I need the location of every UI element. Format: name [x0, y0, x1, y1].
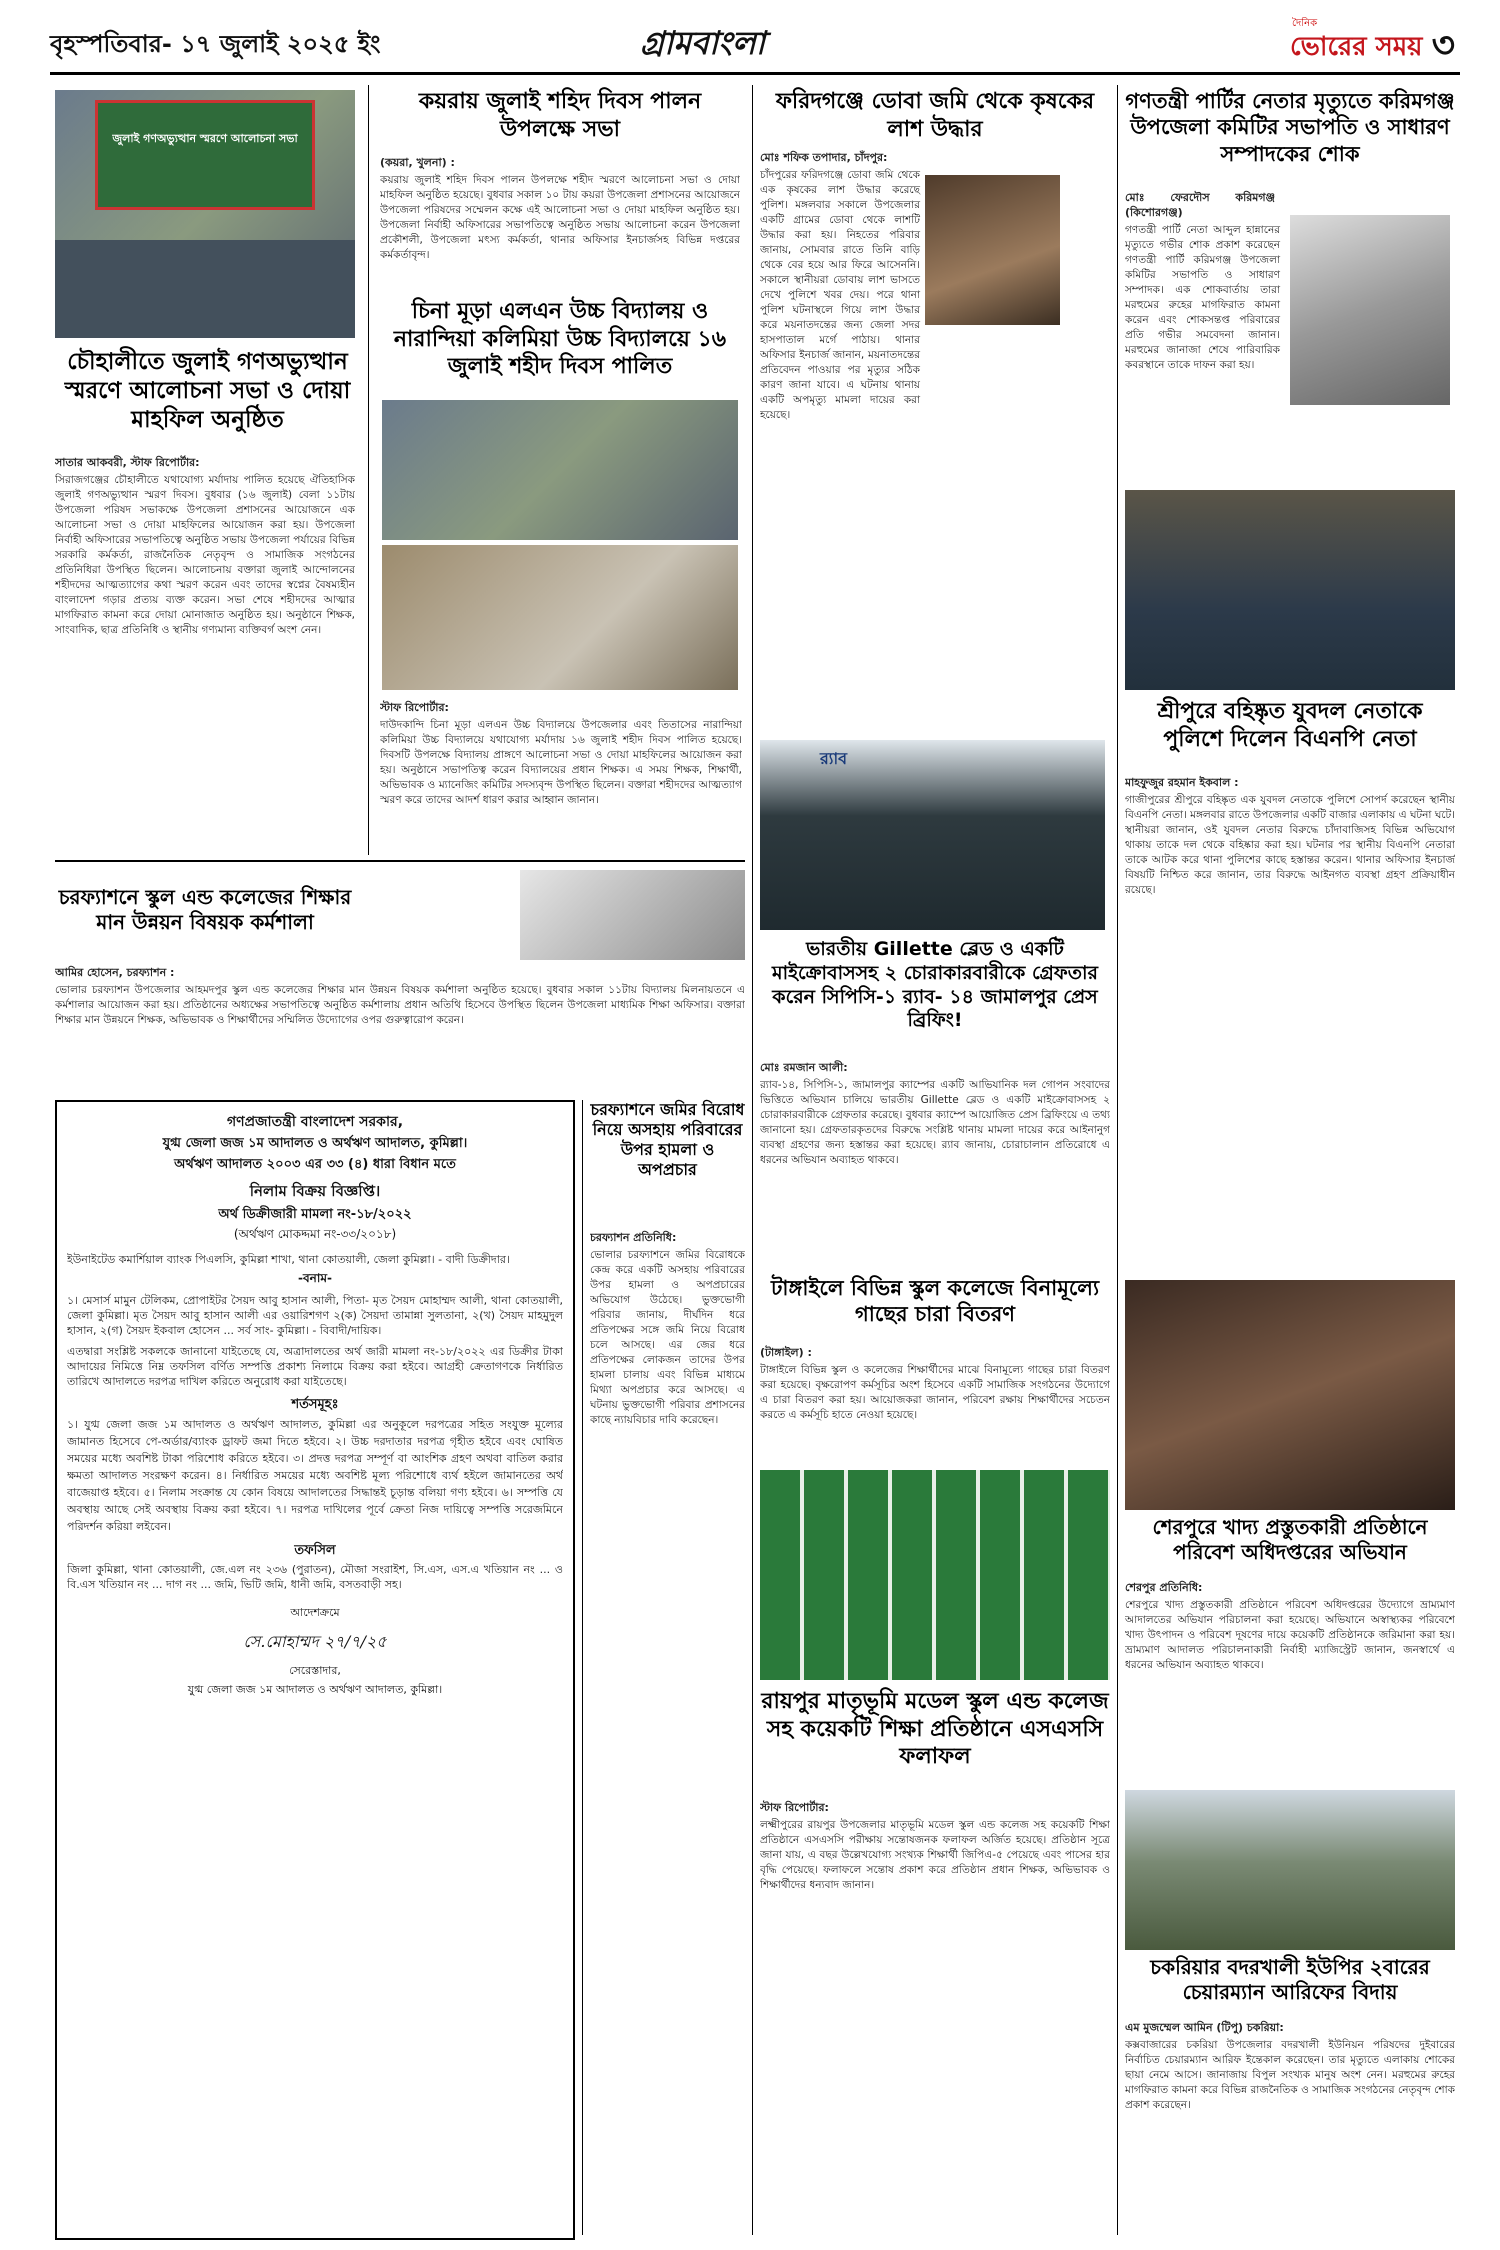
a9-body: ভোলার চরফ্যাশনে জমির বিরোধকে কেন্দ্র করে একটি অসহায় পরিবারের উপর হামলা ও অপপ্রচারের অভিযোগ উঠেছে। ভুক্তভোগী পরিবার জানায়, দীর্ঘদিন ধরে প্রতিপক্ষের সঙ্গে জমি নিয়ে বিরোধ চলে আসছে। এর জের ধরে প্রতিপক্ষের লোকজন তাদের উপর হামলা চালায় এবং বিভিন্ন মাধ্যমে মিথ্যা অপপ্রচার করে আসছে। এ ঘটনায় ভুক্তভোগী পরিবার প্রশাসনের কাছে ন্যায়বিচার দাবি করেছেন। [590, 1249, 745, 1426]
notice-versus: -বনাম- [298, 1271, 332, 1285]
a7-body: গাজীপুরের শ্রীপুরে বহিষ্কৃত এক যুবদল নেতাকে পুলিশে সোপর্দ করেছেন স্থানীয় বিএনপি নেতা। মঙ্গলবার রাতে উপজেলার একটি বাজার এলাকায় এ ঘটনা ঘটে। স্থানীয়রা জানান, ওই যুবদল নেতার বিরুদ্ধে চাঁদাবাজিসহ বিভিন্ন অভিযোগ থাকায় তাকে দল থেকে বহিষ্কার করা হয়। ঘটনার পর স্থানীয় বিএনপি নেতারা তাকে আটক করে থানা পুলিশের কাছে হস্তান্তর করেন। থানার অফিসার ইনচার্জ বিষয়টি নিশ্চিত করে জানান, তার বিরুদ্ধে আইনগত ব্যবস্থা গ্রহণ প্রক্রিয়াধীন রয়েছে। [1125, 794, 1455, 896]
a13-body-container [1125, 2020, 1455, 2235]
col-rule-4 [582, 1100, 583, 2235]
notice-l6: (অর্থঋণ মোকদ্দমা নং-৩৩/২০১৮) [233, 1227, 397, 1241]
a6-headline: ভারতীয় Gillette ব্লেড ও একটি মাইক্রোবাসসহ ২ চোরাকারবারীকে গ্রেফতার করেন সিপিসি-১ র‍্যাব- ১৪ জামালপুর প্রেস ব্রিফিং! [772, 938, 1098, 1032]
notice-schedule: জিলা কুমিল্লা, থানা কোতয়ালী, জে.এল নং ২৩৬ (পুরাতন), মৌজা সংরাইশ, সি.এস, এস.এ খতিয়ান নং ... ও বি.এস খতিয়ান নং ... দাগ নং ... জমি, ভিটি জমি, ধানী জমি, বসতবাড়ী সহ। [67, 1563, 563, 1591]
masthead-paper-name: ভোরের সময় [1290, 32, 1423, 62]
masthead [50, 12, 1455, 72]
a2-headline: কয়রায় জুলাই শহিদ দিবস পালন উপলক্ষে সভা [418, 89, 702, 142]
a9-byline: চরফ্যাশন প্রতিনিধি: [590, 1231, 677, 1244]
a1-body: সিরাজগঞ্জের চৌহালীতে যথাযোগ্য মর্যাদায় পালিত হয়েছে ঐতিহাসিক জুলাই গণঅভ্যুত্থান স্মরণ দিবস। বুধবার (১৬ জুলাই) বেলা ১১টায় উপজেলা পরিষদ সভাকক্ষে উপজেলা প্রশাসনের আয়োজনে এক আলোচনা সভা ও দোয়া মাহফিলের আয়োজন করা হয়। উপজেলা নির্বাহী অফিসারের সভাপতিত্বে অনুষ্ঠিত সভায় উপজেলা পর্যায়ের বিভিন্ন সরকারি কর্মকর্তা, রাজনৈতিক নেতৃবৃন্দ ও সামাজিক সংগঠনের প্রতিনিধিরা উপস্থিত ছিলেন। আলোচনায় বক্তারা জুলাই আন্দোলনের শহীদদের আত্মত্যাগের কথা স্মরণ করেন এবং তাদের স্বপ্নের বৈষম্যহীন বাংলাদেশ গড়ার প্রত্যয় ব্যক্ত করেন। সভা শেষে শহীদদের আত্মার মাগফিরাত কামনা করে দোয়া মোনাজাত অনুষ্ঠিত হয়। অনুষ্ঠানে শিক্ষক, সাংবাদিক, ছাত্র প্রতিনিধি ও স্থানীয় গণ্যমান্য ব্যক্তিবর্গ অংশ নেন। [55, 474, 355, 636]
col-rule-2 [752, 85, 753, 2235]
a3-byline: স্টাফ রিপোর্টার: [380, 701, 449, 714]
a3-headline: চিনা মূড়া এলএন উচ্চ বিদ্যালয় ও নারান্দিয়া কলিমিয়া উচ্চ বিদ্যালয়ে ১৬ জুলাই শহীদ দিবস পালিত [393, 299, 727, 379]
a3-body-container [380, 700, 742, 850]
a11-body: লক্ষ্মীপুরের রায়পুর উপজেলার মাতৃভূমি মডেল স্কুল এন্ড কলেজ সহ কয়েকটি শিক্ষা প্রতিষ্ঠানে এসএসসি পরীক্ষায় সন্তোষজনক ফলাফল অর্জিত হয়েছে। প্রতিষ্ঠান সূত্রে জানা যায়, এ বছর উল্লেখযোগ্য সংখ্যক শিক্ষার্থী জিপিএ-৫ পেয়েছে এবং পাসের হার বৃদ্ধি পেয়েছে। ফলাফলে সন্তোষ প্রকাশ করে প্রতিষ্ঠান প্রধান শিক্ষক, অভিভাবক ও শিক্ষার্থীদের ধন্যবাদ জানান। [760, 1819, 1110, 1891]
a2-body: কয়রায় জুলাই শহিদ দিবস পালন উপলক্ষে শহীদ স্মরণে আলোচনা সভা ও দোয়া মাহফিল অনুষ্ঠিত হয়েছে। বুধবার সকাল ১০ টায় কয়রা উপজেলা প্রশাসনের আয়োজনে উপজেলা পরিষদের সম্মেলন কক্ষে এই আলোচনা সভা ও দোয়া মাহফিল অনুষ্ঠিত হয়। উপজেলা নির্বাহী অফিসারের সভাপতিত্বে অনুষ্ঠিত সভায় আলোচনা করেন উপজেলা প্রকৌশলী, উপজেলা মৎস্য কর্মকর্তা, থানার অফিসার ইনচার্জসহ বিভিন্ন দপ্তরের কর্মকর্তাবৃন্দ। [380, 174, 740, 261]
masthead-date: বৃহস্পতিবার- ১৭ জুলাই ২০২৫ ইং [50, 30, 381, 58]
a10-headline: টাঙ্গাইলে বিভিন্ন স্কুল কলেজে বিনামূল্যে গাছের চারা বিতরণ [770, 1276, 1100, 1327]
notice-by-order: আদেশক্রমে [290, 1606, 340, 1619]
a7-headline: শ্রীপুরে বহিষ্কৃত যুবদল নেতাকে পুলিশে দিলেন বিএনপি নেতা [1157, 699, 1423, 752]
a8-photo [520, 870, 745, 960]
a8-rule [55, 860, 745, 862]
masthead-logo [1290, 14, 1455, 70]
a8-byline: আমির হোসেন, চরফ্যাশন : [55, 966, 175, 979]
a12-body: শেরপুরে খাদ্য প্রস্তুতকারী প্রতিষ্ঠানে পরিবেশ অধিদপ্তরের উদ্যোগে ভ্রাম্যমাণ আদালতের অভিযান পরিচালনা করা হয়েছে। অভিযানে অস্বাস্থ্যকর পরিবেশে খাদ্য উৎপাদন ও পরিবেশ দূষণের দায়ে কয়েকটি প্রতিষ্ঠানকে জরিমানা করা হয়। ভ্রাম্যমাণ আদালত পরিচালনাকারী নির্বাহী ম্যাজিস্ট্রেট জানান, জনস্বার্থে এ ধরনের অভিযান অব্যাহত থাকবে। [1125, 1599, 1455, 1671]
a5-headline: গণতন্ত্রী পার্টির নেতার মৃত্যুতে করিমগঞ্জ উপজেলা কমিটির সভাপতি ও সাধারণ সম্পাদকের শোক [1125, 89, 1455, 166]
a8-body-container [55, 965, 745, 1090]
a6-photo-banner: র‍্যাব [820, 749, 847, 768]
a11-byline: স্টাফ রিপোর্টার: [760, 1801, 829, 1814]
a1-byline: সাতার আকবরী, স্টাফ রিপোর্টার: [55, 456, 200, 469]
notice-l2: যুগ্ম জেলা জজ ১ম আদালত ও অর্থঋণ আদালত, কুমিল্লা। [162, 1136, 468, 1151]
a1-photo-banner: জুলাই গণঅভ্যুত্থান স্মরণে আলোচনা সভা [112, 132, 298, 145]
a5-byline: মোঃ ফেরদৌস করিমগঞ্জ (কিশোরগঞ্জ) [1125, 191, 1275, 219]
a4-byline: মোঃ শফিক তপাদার, চাঁদপুর: [760, 151, 888, 164]
masthead-section: গ্রামবাংলা [640, 24, 766, 62]
a8-headline: চরফ্যাশনে স্কুল এন্ড কলেজের শিক্ষার মান উন্নয়ন বিষয়ক কর্মশালা [58, 885, 352, 934]
a13-byline: এম মুজম্মেল আমিন (টিপু) চকরিয়া: [1125, 2021, 1284, 2034]
a4-headline: ফরিদগঞ্জে ডোবা জমি থেকে কৃষকের লাশ উদ্ধার [775, 89, 1095, 142]
a7-body-container [1125, 775, 1455, 1265]
masthead-paper-small: দৈনিক [1292, 18, 1318, 29]
col-rule-3 [1117, 85, 1118, 2235]
a9-body-container [590, 1230, 745, 2235]
a1-headline: চৌহালীতে জুলাই গণঅভ্যুত্থান স্মরণে আলোচনা সভা ও দোয়া মাহফিল অনুষ্ঠিত [64, 349, 351, 433]
a12-photo [1125, 1280, 1455, 1510]
a1-photo [55, 90, 355, 338]
notice-sign-court: যুগ্ম জেলা জজ ১ম আদালত ও অর্থঋণ আদালত, কুমিল্লা। [187, 1683, 443, 1696]
notice-schedule-title: তফসিল [294, 1543, 336, 1558]
notice-l4: নিলাম বিক্রয় বিজ্ঞপ্তি। [249, 1182, 381, 1200]
a7-byline: মাহফুজুর রহমান ইকবাল : [1125, 776, 1239, 789]
notice-l5: অর্থ ডিক্রীজারী মামলা নং-১৮/২০২২ [218, 1207, 412, 1222]
a10-body: টাঙ্গাইলে বিভিন্ন স্কুল ও কলেজের শিক্ষার্থীদের মাঝে বিনামূল্যে গাছের চারা বিতরণ করা হয়েছে। বৃক্ষরোপণ কর্মসূচির অংশ হিসেবে একটি সামাজিক সংগঠনের উদ্যোগে এ চারা বিতরণ করা হয়। আয়োজকরা জানান, পরিবেশ রক্ষায় শিক্ষার্থীদের সচেতন করতে এ কর্মসূচি হাতে নেওয়া হয়েছে। [760, 1364, 1110, 1421]
a11-headline: রায়পুর মাতৃভূমি মডেল স্কুল এন্ড কলেজ সহ কয়েকটি শিক্ষা প্রতিষ্ঠানে এসএসসি ফলাফল [761, 1689, 1109, 1769]
a11-photo-grid [760, 1470, 1110, 1680]
notice-conditions-title: শর্তসমূহঃ [291, 1397, 339, 1412]
a3-photo-1 [382, 400, 738, 540]
a1-body-container [55, 455, 355, 850]
notice-l3: অর্থঋণ আদালত ২০০৩ এর ৩৩ (৪) ধারা বিধান মতে [174, 1157, 456, 1172]
a2-byline: (কয়রা, খুলনা) : [380, 156, 455, 169]
notice-signature: সে.মোহাম্মদ ২৭/৭/২৫ [243, 1632, 387, 1651]
notice-sign-title: সেরেস্তাদার, [289, 1664, 341, 1677]
a7-photo [1125, 490, 1455, 690]
notice-l1: গণপ্রজাতন্ত্রী বাংলাদেশ সরকার, [226, 1114, 404, 1130]
a4-body-container [760, 150, 1110, 735]
a11-body-container [760, 1800, 1110, 2235]
masthead-page-no: ৩ [1431, 25, 1455, 66]
a13-headline: চকরিয়ার বদরখালী ইউপির ২বারের চেয়ারম্যান আরিফের বিদায় [1150, 1955, 1430, 2004]
masthead-rule [50, 72, 1460, 75]
a10-byline: (টাঙ্গাইল) : [760, 1346, 812, 1359]
a6-body-container [760, 1060, 1110, 1270]
notice-body: এতদ্বারা সংশ্লিষ্ট সকলকে জানানো যাইতেছে যে, অত্রাদালতের অর্থ জারী মামলা নং-১৮/২০২২ এর ডিক্রীর টাকা আদায়ের নিমিত্তে নিম্ন তফসিল বর্ণিত সম্পত্তি প্রকাশ্য নিলামে বিক্রয় করা হইবে। আগ্রহী ক্রেতাগণকে নির্ধারিত তারিখে আদালতে দরপত্র দাখিল করিতে অনুরোধ করা যাইতেছে। [67, 1345, 563, 1388]
a12-byline: শেরপুর প্রতিনিধি: [1125, 1581, 1203, 1594]
a6-byline: মোঃ রমজান আলী: [760, 1061, 848, 1074]
a8-body: ভোলার চরফ্যাশন উপজেলার আহমদপুর স্কুল এন্ড কলেজের শিক্ষার মান উন্নয়ন বিষয়ক কর্মশালা অনুষ্ঠিত হয়েছে। বুধবার সকাল ১১টায় বিদ্যালয় মিলনায়তনে এ কর্মশালার আয়োজন করা হয়। প্রতিষ্ঠানের অধ্যক্ষের সভাপতিত্বে অনুষ্ঠিত কর্মশালায় প্রধান অতিথি হিসেবে উপস্থিত ছিলেন উপজেলা মাধ্যমিক শিক্ষা অফিসার। বক্তারা শিক্ষার মান উন্নয়নে শিক্ষক, অভিভাবক ও শিক্ষার্থীদের সম্মিলিত উদ্যোগের ওপর গুরুত্বারোপ করেন। [55, 984, 745, 1026]
a5-body: গণতন্ত্রী পার্টি নেতা আব্দুল হান্নানের মৃত্যুতে গভীর শোক প্রকাশ করেছেন গণতন্ত্রী পার্টি করিমগঞ্জ উপজেলা কমিটির সভাপতি ও সাধারণ সম্পাদক। এক শোকবার্তায় তারা মরহুমের রুহের মাগফিরাত কামনা করেন এবং শোকসন্তপ্ত পরিবারের প্রতি গভীর সমবেদনা জানান। মরহুমের জানাজা শেষে পারিবারিক কবরস্থানে তাকে দাফন করা হয়। [1125, 224, 1280, 371]
a3-photo-2 [382, 545, 738, 690]
a6-body: র‍্যাব-১৪, সিপিসি-১, জামালপুর ক্যাম্পের একটি আভিযানিক দল গোপন সংবাদের ভিত্তিতে অভিযান চালিয়ে ভারতীয় Gillette ব্লেড ও একটি মাইক্রোবাসসহ ২ চোরাকারবারীকে গ্রেফতার করেছে। বুধবার ক্যাম্পে আয়োজিত প্রেস ব্রিফিংয়ে এ তথ্য জানানো হয়। গ্রেফতারকৃতদের বিরুদ্ধে সংশ্লিষ্ট থানায় মামলা দায়ের করে আইনানুগ ব্যবস্থা গ্রহণের জন্য হস্তান্তর করা হয়েছে। র‍্যাব জানায়, চোরাচালান প্রতিরোধে এ ধরনের অভিযান অব্যাহত থাকবে। [760, 1079, 1110, 1166]
notice-intro: ইউনাইটেড কমার্শিয়াল ব্যাংক পিএলসি, কুমিল্লা শাখা, থানা কোতয়ালী, জেলা কুমিল্লা। - বাদী ডিক্রীদার। [67, 1253, 510, 1266]
a12-body-container [1125, 1580, 1455, 1780]
notice-conditions: ১। যুগ্ম জেলা জজ ১ম আদালত ও অর্থঋণ আদালত, কুমিল্লা এর অনুকূলে দরপত্রের সহিত সংযুক্ত মূল্যের জামানত হিসেবে পে-অর্ডার/ব্যাংক ড্রাফট জমা দিতে হইবে। ২। উচ্চ দরদাতার দরপত্র গৃহীত হইবে এবং ঘোষিত সময়ের মধ্যে অবশিষ্ট টাকা পরিশোধ করিতে হইবে। ৩। প্রদত্ত দরপত্র সম্পূর্ণ বা আংশিক গ্রহণ অথবা বাতিল করার ক্ষমতা আদালত সংরক্ষণ করেন। ৪। নির্ধারিত সময়ের মধ্যে অবশিষ্ট মূল্য পরিশোধে ব্যর্থ হইলে জামানতের অর্থ বাজেয়াপ্ত হইবে। ৫। নিলাম সংক্রান্ত যে কোন বিষয়ে আদালতের সিদ্ধান্তই চূড়ান্ত বলিয়া গণ্য হইবে। ৬। সম্পত্তি যে অবস্থায় আছে সেই অবস্থায় বিক্রয় করা হইবে। ৭। দরপত্র দাখিলের পূর্বে ক্রেতা নিজ দায়িত্বে সম্পত্তি সরেজমিনে পরিদর্শন করিয়া লইবেন। [67, 1418, 563, 1533]
court-notice [55, 1100, 575, 2240]
a3-body: দাউদকান্দি চিনা মূড়া এলএন উচ্চ বিদ্যালয়ে উপজেলার এবং তিতাসের নারান্দিয়া কলিমিয়া উচ্চ বিদ্যালয়ে যথাযোগ্য মর্যাদায় ১৬ জুলাই শহীদ দিবস পালিত হয়েছে। দিবসটি উপলক্ষে বিদ্যালয় প্রাঙ্গণে আলোচনা সভা ও দোয়া মাহফিলের আয়োজন করা হয়। অনুষ্ঠানে সভাপতিত্ব করেন বিদ্যালয়ের প্রধান শিক্ষক। এ সময় শিক্ষক, শিক্ষার্থী, অভিভাবক ও ম্যানেজিং কমিটির সদস্যবৃন্দ উপস্থিত ছিলেন। বক্তারা শহীদদের আত্মত্যাগ স্মরণ করে তাদের আদর্শ ধারণ করার আহ্বান জানান। [380, 719, 742, 806]
a13-photo [1125, 1790, 1455, 1950]
a5-body-container [1125, 190, 1455, 480]
col-rule-1 [368, 85, 369, 855]
a9-headline: চরফ্যাশনে জমির বিরোধ নিয়ে অসহায় পরিবারের উপর হামলা ও অপপ্রচার [590, 1100, 745, 1179]
a10-body-container [760, 1345, 1110, 1465]
a6-photo [760, 740, 1105, 930]
a13-body: কক্সবাজারের চকরিয়া উপজেলার বদরখালী ইউনিয়ন পরিষদের দুইবারের নির্বাচিত চেয়ারম্যান আরিফ ইন্তেকাল করেছেন। তার মৃত্যুতে এলাকায় শোকের ছায়া নেমে আসে। জানাজায় বিপুল সংখ্যক মানুষ অংশ নেন। মরহুমের রুহের মাগফিরাত কামনা করে বিভিন্ন রাজনৈতিক ও সামাজিক সংগঠনের নেতৃবৃন্দ শোক প্রকাশ করেছেন। [1125, 2039, 1455, 2111]
a12-headline: শেরপুরে খাদ্য প্রস্তুতকারী প্রতিষ্ঠানে পরিবেশ অধিদপ্তরের অভিযান [1152, 1515, 1428, 1564]
notice-parties: ১। মেসার্স মামুন টেলিকম, প্রোপাইটর সৈয়দ আবু হাসান আলী, পিতা- মৃত সৈয়দ মোহাম্মদ আলী, থানা কোতয়ালী, জেলা কুমিল্লা। মৃত সৈয়দ আবু হাসান আলী এর ওয়ারিশগণ ২(ক) সৈয়দা তামান্না সুলতানা, ২(খ) সৈয়দ মাহমুদুল হাসান, ২(গ) সৈয়দ ইকবাল হোসেন ... সর্ব সাং- কুমিল্লা। - বিবাদী/দায়িক। [67, 1294, 563, 1337]
a4-body: চাঁদপুরের ফরিদগঞ্জে ডোবা জমি থেকে এক কৃষকের লাশ উদ্ধার করেছে পুলিশ। মঙ্গলবার সকালে উপজেলার একটি গ্রামের ডোবা থেকে লাশটি উদ্ধার করা হয়। নিহতের পরিবার জানায়, সোমবার রাতে তিনি বাড়ি থেকে বের হয়ে আর ফিরে আসেননি। সকালে স্থানীয়রা ডোবায় লাশ ভাসতে দেখে পুলিশে খবর দেয়। পরে থানা পুলিশ ঘটনাস্থলে গিয়ে লাশ উদ্ধার করে ময়নাতদন্তের জন্য জেলা সদর হাসপাতাল মর্গে পাঠায়। থানার অফিসার ইনচার্জ জানান, ময়নাতদন্তের প্রতিবেদন পাওয়ার পর মৃত্যুর সঠিক কারণ জানা যাবে। এ ঘটনায় থানায় একটি অপমৃত্যু মামলা দায়ের করা হয়েছে। [760, 169, 920, 421]
